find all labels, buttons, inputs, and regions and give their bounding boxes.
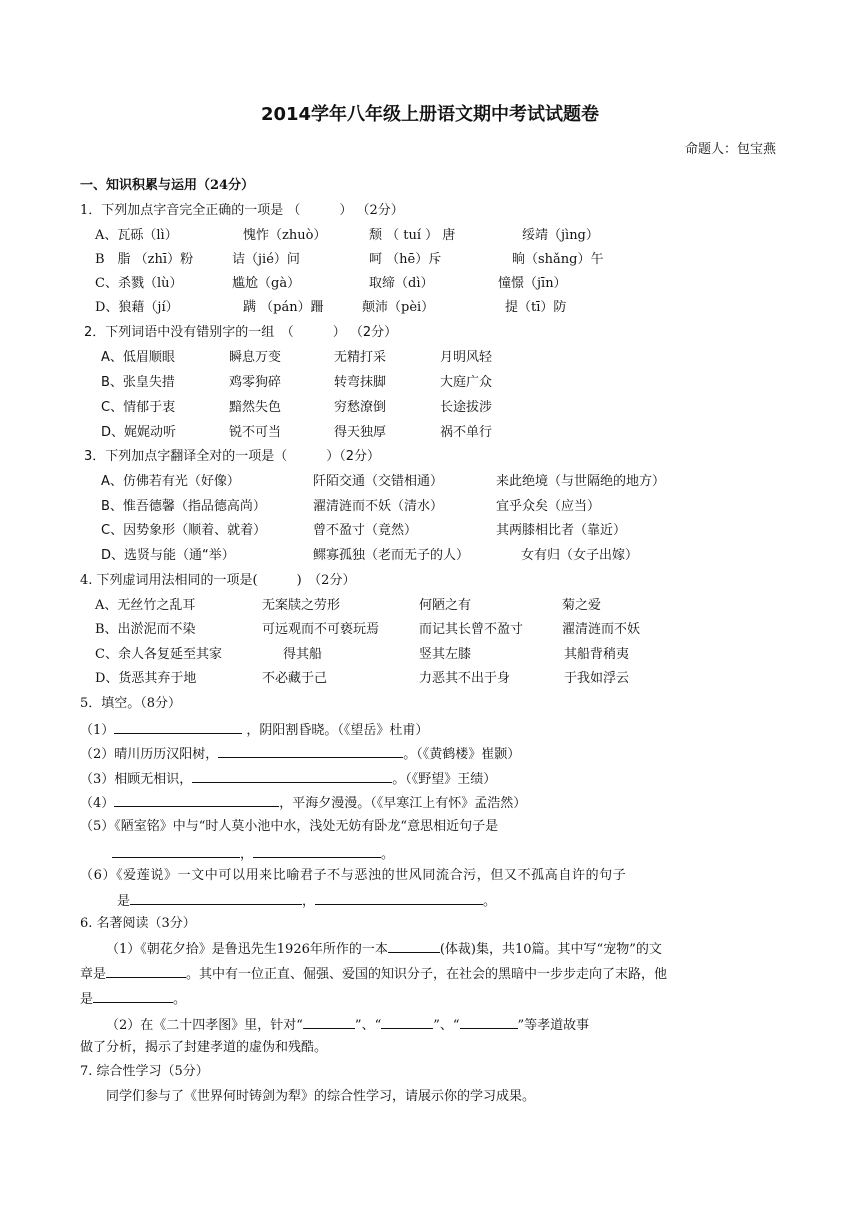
- option-cell: 来此绝境（与世隔绝的地方）: [496, 474, 666, 489]
- option-cell: 颓 （ tuí ） 唐: [369, 228, 456, 243]
- option-cell: 憧憬（jīn）: [498, 276, 567, 291]
- section-heading: 一、知识积累与运用（24分）: [80, 178, 255, 193]
- option-cell: A、无丝竹之乱耳: [95, 598, 196, 613]
- option-cell: 其两膝相比者（靠近）: [496, 523, 627, 538]
- fill-line-4: （4） ，平海夕漫漫。（《早寒江上有怀》孟浩然）: [80, 792, 526, 814]
- answer-blank[interactable]: [315, 890, 483, 905]
- option-cell: 锐不可当: [229, 425, 282, 440]
- answer-blank[interactable]: [218, 743, 403, 758]
- option-cell: 祸不单行: [440, 425, 493, 440]
- option-cell: 菊之爱: [562, 598, 602, 613]
- fill-line-1: （1） ，阴阳割昏晓。（《望岳》杜甫）: [80, 719, 428, 741]
- answer-blank[interactable]: [130, 890, 302, 905]
- option-cell: 女有归（女子出嫁）: [521, 548, 639, 563]
- option-cell: D、货恶其弃于地: [95, 671, 197, 686]
- option-cell: 曾不盈寸（竟然）: [313, 523, 418, 538]
- option-cell: C、情郁于衷: [101, 400, 176, 415]
- answer-blank[interactable]: [388, 938, 440, 953]
- fill-line-6-blanks: 是 ， 。: [117, 890, 496, 912]
- option-cell: A、瓦砾（lì）: [95, 228, 178, 243]
- option-cell: 而记其长曾不盈寸: [419, 622, 524, 637]
- option-cell: 转弯抹脚: [334, 375, 387, 390]
- option-cell: 濯清涟而不妖（清水）: [313, 499, 444, 514]
- q6-part2-line1: （2）在《二十四孝图》里，针对“ ”、“ ”、“ ”等孝道故事: [106, 1014, 589, 1036]
- author-line: 命题人：包宝燕: [684, 142, 776, 157]
- option-cell: 黯然失色: [229, 400, 282, 415]
- question-7-stem: 7. 综合性学习（5分）: [80, 1064, 209, 1079]
- option-cell: 不必藏于己: [262, 671, 328, 686]
- page-title: 2014学年八年级上册语文期中考试试题卷: [260, 104, 600, 125]
- option-cell: 濯清涟而不妖: [562, 622, 641, 637]
- option-cell: 何陋之有: [419, 598, 472, 613]
- q6-part1-line1: （1）《朝花夕拾》是鲁迅先生1926年所作的一本 (体裁)集，共10篇。其中写“宠物”的文: [106, 938, 662, 960]
- fill-line-6: （6）《爱莲说》一文中可以用来比喻君子不与恶浊的世风同流合污，但又不孤高自许的句子: [80, 868, 627, 883]
- answer-blank[interactable]: [114, 792, 279, 807]
- q6-part1-line2: 章是 。其中有一位正直、倔强、爱国的知识分子，在社会的黑暗中一步步走向了末路，他: [80, 963, 667, 985]
- option-cell: 鳏寡孤独（老而无子的人）: [313, 548, 470, 563]
- answer-blank[interactable]: [114, 719, 242, 734]
- fill-line-2: （2）晴川历历汉阳树， 。（《黄鹤楼》崔颢）: [80, 743, 520, 765]
- question-3-stem: 3．下列加点字翻译全对的一项是（ ）（2分）: [84, 449, 381, 464]
- option-cell: 诘（jié）问: [232, 252, 300, 267]
- answer-blank[interactable]: [381, 1014, 433, 1029]
- answer-blank[interactable]: [93, 988, 173, 1003]
- option-cell: 鸡零狗碎: [229, 375, 282, 390]
- option-cell: 蹒 （pán）跚: [243, 300, 324, 315]
- answer-blank[interactable]: [192, 768, 392, 783]
- option-cell: 力恶其不出于身: [419, 671, 511, 686]
- option-cell: 穷愁潦倒: [334, 400, 387, 415]
- question-5-stem: 5．填空。（8分）: [80, 696, 182, 711]
- q6-part1-line3: 是 。: [80, 988, 186, 1010]
- answer-blank[interactable]: [460, 1014, 518, 1029]
- option-cell: 月明风轻: [440, 350, 493, 365]
- option-cell: C、因势象形（顺着、就着）: [101, 523, 267, 538]
- q6-part2-line2: 做了分析，揭示了封建孝道的虚伪和残酷。: [80, 1040, 328, 1055]
- option-cell: 大庭广众: [440, 375, 493, 390]
- option-cell: 尴尬（gà）: [232, 276, 301, 291]
- option-cell: 可远观而不可亵玩焉: [262, 622, 380, 637]
- question-7-text: 同学们参与了《世界何时铸剑为犁》的综合性学习，请展示你的学习成果。: [106, 1089, 536, 1104]
- question-6-stem: 6. 名著阅读（3分）: [80, 916, 196, 931]
- option-cell: 提（tī）防: [505, 300, 567, 315]
- option-cell: 得天独厚: [334, 425, 387, 440]
- answer-blank[interactable]: [112, 843, 240, 858]
- option-cell: B 脂 （zhī）粉: [95, 252, 194, 267]
- option-cell: B、惟吾德馨（指品德高尚）: [101, 499, 266, 514]
- option-cell: B、出淤泥而不染: [95, 622, 196, 637]
- fill-line-5: （5）《陋室铭》中与“时人莫小池中水，浅处无妨有卧龙“意思相近句子是: [80, 819, 499, 834]
- option-cell: 竖其左膝: [419, 647, 472, 662]
- question-2-stem: 2．下列词语中没有错别字的一组 （ ） （2分）: [84, 325, 398, 340]
- option-cell: D、选贤与能（通“举）: [101, 548, 235, 563]
- answer-blank[interactable]: [253, 843, 381, 858]
- option-cell: 颠沛（pèi）: [362, 300, 435, 315]
- option-cell: 宜乎众矣（应当）: [496, 499, 601, 514]
- option-cell: 其船背稍夷: [564, 647, 630, 662]
- question-4-stem: 4. 下列虚词用法相同的一项是( ) （2分）: [80, 573, 356, 588]
- option-cell: 于我如浮云: [564, 671, 630, 686]
- option-cell: 阡陌交通（交错相通）: [313, 474, 444, 489]
- option-cell: 晌（shǎng）午: [512, 252, 604, 267]
- option-cell: A、低眉顺眼: [101, 350, 175, 365]
- option-cell: D、娓娓动听: [101, 425, 177, 440]
- option-cell: 长途拔涉: [440, 400, 493, 415]
- fill-line-5-blanks: ， 。: [112, 843, 394, 865]
- option-cell: A、仿佛若有光（好像）: [101, 474, 240, 489]
- option-cell: B、张皇失措: [101, 375, 175, 390]
- answer-blank[interactable]: [303, 1014, 355, 1029]
- option-cell: 取缔（dì）: [369, 276, 434, 291]
- answer-blank[interactable]: [106, 963, 186, 978]
- fill-line-3: （3）相顾无相识， 。（《野望》王绩）: [80, 768, 496, 790]
- option-cell: 无精打采: [334, 350, 387, 365]
- option-cell: 瞬息万变: [229, 350, 282, 365]
- option-cell: D、狼藉（jí）: [95, 300, 179, 315]
- option-cell: 绥靖（jìng）: [522, 228, 599, 243]
- question-1-stem: 1．下列加点字音完全正确的一项是 （ ） （2分）: [80, 203, 404, 218]
- option-cell: 无案牍之劳形: [262, 598, 341, 613]
- option-cell: C、余人各复延至其家: [95, 647, 222, 662]
- option-cell: 呵 （hē）斥: [369, 252, 442, 267]
- option-cell: 得其船: [283, 647, 323, 662]
- option-cell: C、杀戮（lù）: [95, 276, 183, 291]
- option-cell: 愧怍（zhuò）: [243, 228, 327, 243]
